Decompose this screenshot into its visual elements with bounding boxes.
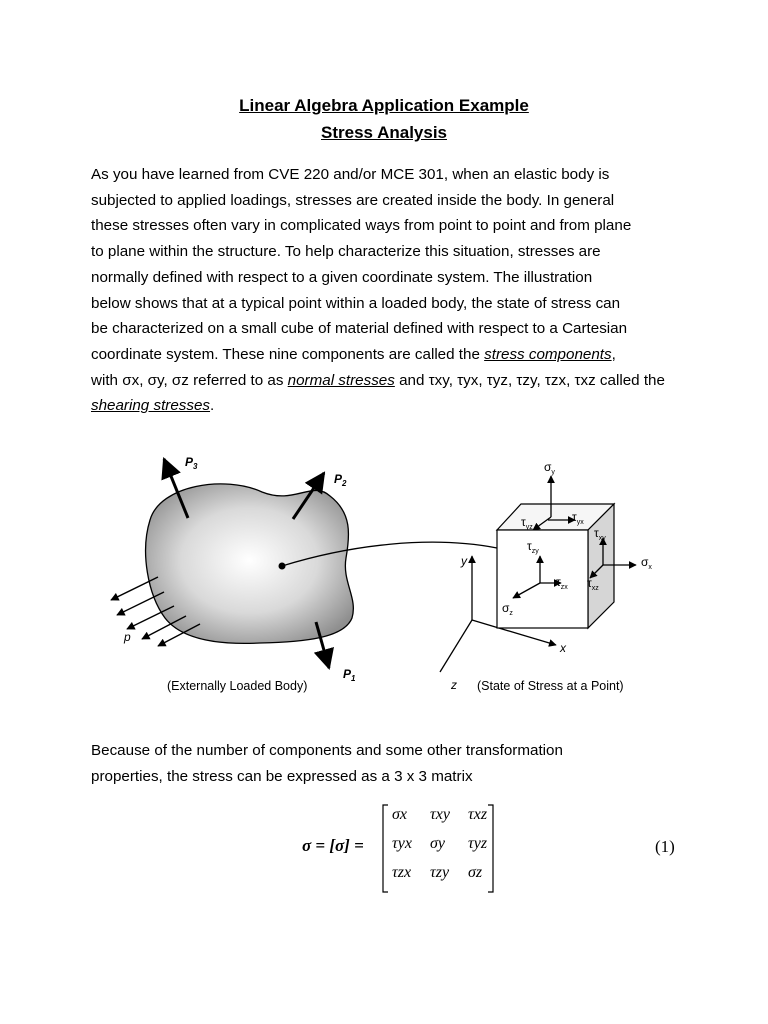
title-line-1: Linear Algebra Application Example — [239, 96, 529, 115]
label-axis-x: x — [560, 641, 566, 655]
conclusion-paragraph — [91, 738, 691, 789]
left-caption: (Externally Loaded Body) — [167, 679, 308, 693]
matrix-cell: σz — [468, 864, 483, 881]
label-axis-y: y — [461, 554, 467, 568]
equation-number: (1) — [655, 837, 675, 856]
matrix-cell: τxy — [430, 806, 450, 823]
matrix-cell: τzy — [430, 864, 450, 881]
intro-text: . — [210, 397, 215, 415]
intro-line: be characterized on a small cube of material defined with respect to a Cartesian — [91, 320, 628, 338]
stress-components-term: stress components — [484, 345, 612, 363]
equation-lhs: σ = [σ] = — [302, 836, 364, 855]
loaded-body — [146, 484, 354, 643]
shearing-stresses-term: shearing stresses — [91, 397, 211, 415]
label-tau-zy: $\tau_{zy}$ — [527, 539, 539, 555]
intro-line: to plane within the structure. To help characterize this situation, stresses are — [91, 243, 601, 261]
conclusion-line: properties, the stress can be expressed as a 3 x 3 matrix — [91, 767, 473, 785]
label-tau-zx: $\tau_{zx}$ — [556, 575, 568, 591]
intro-text: coordinate system. These nine components are called the — [91, 345, 485, 363]
label-tau-yx: $\tau_{yx}$ — [572, 510, 584, 526]
matrix-cell: σx — [392, 806, 407, 823]
intro-line: normally defined with respect to a given coordinate system. The illustration — [91, 268, 593, 286]
normal-stresses-term: normal stresses — [287, 371, 395, 389]
intro-text: , — [611, 345, 616, 363]
label-p3: $P_3$ — [185, 455, 198, 471]
label-sigma-y: $\sigma_y$ — [544, 460, 555, 476]
intro-line: these stresses often vary in complicated ways from point to point and from plane — [91, 217, 632, 235]
label-p: p — [124, 630, 131, 644]
right-caption: (State of Stress at a Point) — [477, 679, 624, 693]
matrix-cell: τyz — [468, 835, 488, 852]
label-tau-xz: $\tau_{xz}$ — [587, 576, 599, 592]
conclusion-line: Because of the number of components and some other transformation — [91, 742, 563, 759]
matrix-cell: τyx — [392, 835, 412, 852]
matrix-cell: σy — [430, 835, 445, 852]
intro-line: below shows that at a typical point within a loaded body, the state of stress can — [91, 294, 621, 312]
axis-z-line — [440, 620, 472, 672]
intro-line: As you have learned from CVE 220 and/or MCE 301, when an elastic body is — [91, 166, 610, 183]
intro-text: and τxy, τyx, τyz, τzy, τzx, τxz called the — [394, 371, 665, 389]
label-sigma-x: $\sigma_x$ — [641, 555, 652, 571]
label-p1: $P_1$ — [343, 667, 356, 683]
label-tau-xy: $\tau_{xy}$ — [594, 526, 606, 542]
matrix-grid — [392, 806, 506, 893]
label-sigma-z: $\sigma_z$ — [502, 601, 513, 617]
label-axis-z: z — [451, 678, 457, 692]
label-p2: $P_2$ — [334, 472, 347, 488]
label-tau-yz: $\tau_{yz}$ — [521, 515, 533, 531]
intro-line: subjected to applied loadings, stresses are created inside the body. In general — [91, 191, 615, 209]
stress-cube — [497, 504, 614, 628]
intro-text: with σx, σy, σz referred to as — [91, 371, 288, 389]
matrix-cell: τzx — [392, 864, 412, 881]
matrix-cell: τxz — [468, 806, 488, 823]
title-line-2: Stress Analysis — [321, 123, 447, 142]
